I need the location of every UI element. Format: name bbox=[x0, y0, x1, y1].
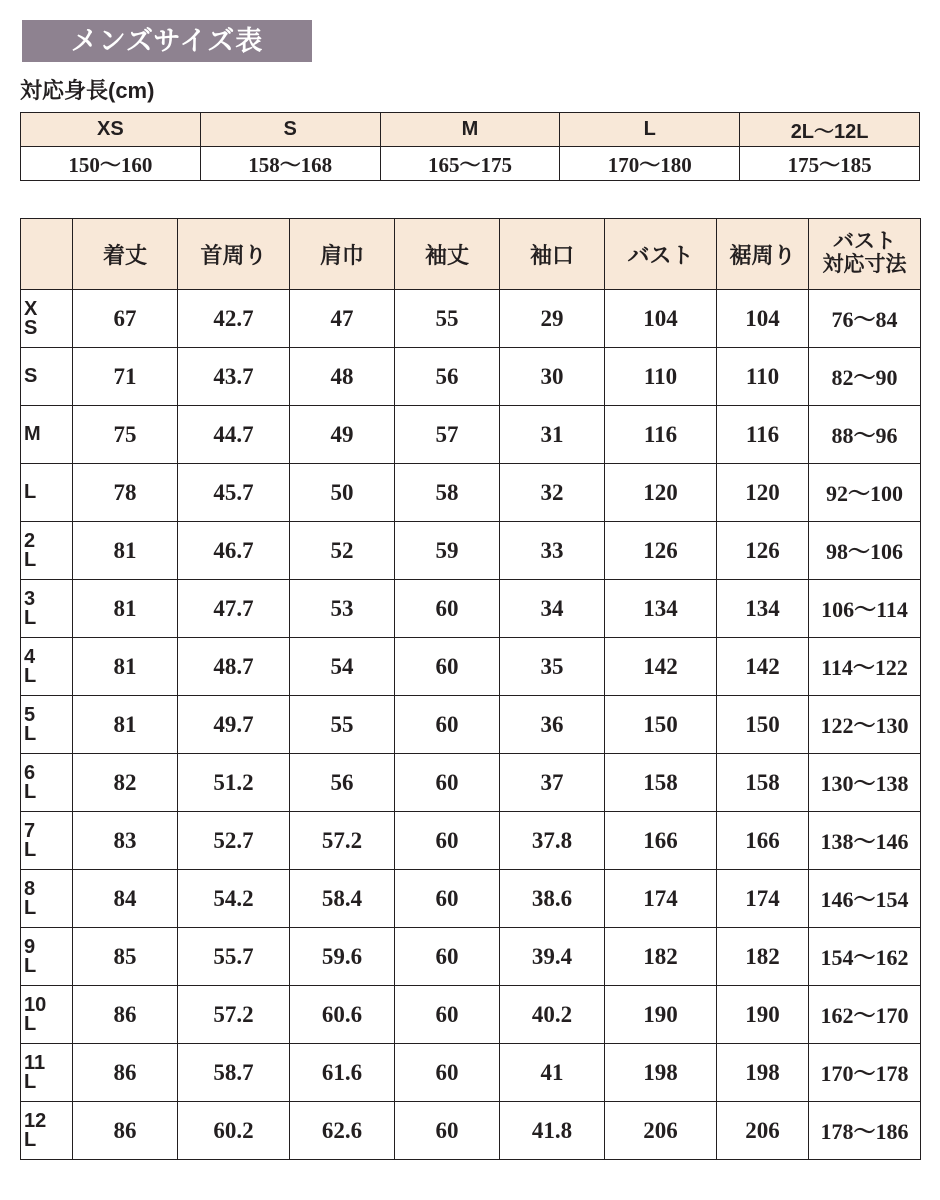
table-cell: 142 bbox=[717, 638, 809, 696]
table-cell: 29 bbox=[500, 290, 605, 348]
height-section-label: 対応身長(cm) bbox=[20, 78, 155, 103]
row-size-label bbox=[21, 348, 73, 406]
table-cell: 110 bbox=[605, 348, 717, 406]
table-cell: 174 bbox=[717, 870, 809, 928]
table-cell: 55 bbox=[290, 696, 395, 754]
table-cell: 60.6 bbox=[290, 986, 395, 1044]
measurement-header-kubimawari: 首周り bbox=[178, 219, 290, 290]
table-cell: 46.7 bbox=[178, 522, 290, 580]
table-cell: 206 bbox=[605, 1102, 717, 1160]
table-cell: 122〜130 bbox=[809, 696, 921, 754]
table-row bbox=[21, 754, 921, 812]
table-cell: 58 bbox=[395, 464, 500, 522]
table-cell: 47 bbox=[290, 290, 395, 348]
table-row bbox=[21, 406, 921, 464]
measurement-header-bust: バスト bbox=[605, 219, 717, 290]
measurement-header-bust-fit bbox=[809, 219, 921, 290]
row-size-label bbox=[21, 638, 73, 696]
row-size-label-line2: L bbox=[24, 664, 37, 687]
table-cell: 58.4 bbox=[290, 870, 395, 928]
table-cell: 36 bbox=[500, 696, 605, 754]
table-cell: 182 bbox=[717, 928, 809, 986]
table-row bbox=[21, 870, 921, 928]
table-row bbox=[21, 928, 921, 986]
table-cell: 134 bbox=[717, 580, 809, 638]
table-cell: 57.2 bbox=[290, 812, 395, 870]
table-row bbox=[21, 1044, 921, 1102]
row-size-label bbox=[21, 754, 73, 812]
table-cell: 114〜122 bbox=[809, 638, 921, 696]
table-cell: 56 bbox=[395, 348, 500, 406]
row-size-label bbox=[21, 464, 73, 522]
table-cell: 82 bbox=[73, 754, 178, 812]
table-cell: 150 bbox=[605, 696, 717, 754]
table-cell: 48 bbox=[290, 348, 395, 406]
row-size-label bbox=[21, 812, 73, 870]
table-cell: 206 bbox=[717, 1102, 809, 1160]
height-value-s: 158〜168 bbox=[200, 147, 380, 181]
table-cell: 60.2 bbox=[178, 1102, 290, 1160]
table-cell: 67 bbox=[73, 290, 178, 348]
page-title: メンズサイズ表 bbox=[70, 25, 264, 56]
table-cell: 84 bbox=[73, 870, 178, 928]
measurement-table bbox=[20, 218, 921, 1160]
row-size-label-line1: M bbox=[24, 423, 41, 445]
row-size-label-line1: 3 bbox=[24, 587, 36, 610]
height-value-m: 165〜175 bbox=[380, 147, 560, 181]
table-cell: 120 bbox=[605, 464, 717, 522]
row-size-label-line2: L bbox=[24, 1070, 37, 1093]
table-row bbox=[21, 638, 921, 696]
table-cell: 81 bbox=[73, 522, 178, 580]
measurement-header-bust-fit-line2: 対応寸法 bbox=[822, 253, 907, 276]
table-row bbox=[21, 696, 921, 754]
page-title-banner bbox=[22, 20, 312, 62]
table-row bbox=[21, 290, 921, 348]
table-cell: 40.2 bbox=[500, 986, 605, 1044]
table-cell: 60 bbox=[395, 812, 500, 870]
table-cell: 59 bbox=[395, 522, 500, 580]
table-cell: 52 bbox=[290, 522, 395, 580]
table-cell: 88〜96 bbox=[809, 406, 921, 464]
measurement-corner-cell bbox=[21, 219, 73, 290]
table-cell: 126 bbox=[717, 522, 809, 580]
table-cell: 60 bbox=[395, 1102, 500, 1160]
height-header-s: S bbox=[200, 113, 380, 147]
row-size-label-line1: 10 bbox=[24, 993, 47, 1016]
table-cell: 55 bbox=[395, 290, 500, 348]
table-cell: 162〜170 bbox=[809, 986, 921, 1044]
table-cell: 56 bbox=[290, 754, 395, 812]
table-cell: 57 bbox=[395, 406, 500, 464]
table-cell: 158 bbox=[605, 754, 717, 812]
row-size-label-line1: L bbox=[24, 481, 37, 503]
table-cell: 52.7 bbox=[178, 812, 290, 870]
table-cell: 126 bbox=[605, 522, 717, 580]
table-cell: 81 bbox=[73, 580, 178, 638]
measurement-header-katahaba: 肩巾 bbox=[290, 219, 395, 290]
table-cell: 58.7 bbox=[178, 1044, 290, 1102]
table-cell: 44.7 bbox=[178, 406, 290, 464]
row-size-label bbox=[21, 696, 73, 754]
height-value-2l-12l: 175〜185 bbox=[740, 147, 920, 181]
table-cell: 60 bbox=[395, 580, 500, 638]
height-table-header-row bbox=[21, 113, 920, 147]
table-row bbox=[21, 812, 921, 870]
table-cell: 142 bbox=[605, 638, 717, 696]
table-cell: 150 bbox=[717, 696, 809, 754]
row-size-label-line1: 6 bbox=[24, 761, 36, 784]
table-cell: 116 bbox=[605, 406, 717, 464]
measurement-header-row bbox=[21, 219, 921, 290]
measurement-header-kitake: 着丈 bbox=[73, 219, 178, 290]
table-cell: 138〜146 bbox=[809, 812, 921, 870]
row-size-label-line2: L bbox=[24, 1128, 37, 1151]
table-cell: 83 bbox=[73, 812, 178, 870]
table-cell: 198 bbox=[717, 1044, 809, 1102]
table-cell: 34 bbox=[500, 580, 605, 638]
row-size-label bbox=[21, 580, 73, 638]
table-cell: 54 bbox=[290, 638, 395, 696]
table-cell: 41 bbox=[500, 1044, 605, 1102]
table-cell: 86 bbox=[73, 1102, 178, 1160]
measurement-header-bust-fit-line1: バスト bbox=[833, 230, 896, 254]
row-size-label bbox=[21, 1102, 73, 1160]
height-value-xs: 150〜160 bbox=[21, 147, 201, 181]
table-cell: 57.2 bbox=[178, 986, 290, 1044]
table-cell: 71 bbox=[73, 348, 178, 406]
table-cell: 38.6 bbox=[500, 870, 605, 928]
table-cell: 39.4 bbox=[500, 928, 605, 986]
row-size-label bbox=[21, 928, 73, 986]
table-cell: 32 bbox=[500, 464, 605, 522]
height-table bbox=[20, 112, 920, 181]
row-size-label-line1: 9 bbox=[24, 935, 36, 958]
table-cell: 82〜90 bbox=[809, 348, 921, 406]
row-size-label bbox=[21, 290, 73, 348]
table-cell: 31 bbox=[500, 406, 605, 464]
table-cell: 92〜100 bbox=[809, 464, 921, 522]
row-size-label-line1: 8 bbox=[24, 877, 36, 900]
row-size-label-line1: S bbox=[24, 365, 38, 387]
table-cell: 116 bbox=[717, 406, 809, 464]
height-header-2l-12l: 2L〜12L bbox=[740, 113, 920, 147]
height-header-l: L bbox=[560, 113, 740, 147]
height-header-xs: XS bbox=[21, 113, 201, 147]
table-cell: 60 bbox=[395, 754, 500, 812]
table-cell: 45.7 bbox=[178, 464, 290, 522]
height-header-m: M bbox=[380, 113, 560, 147]
table-cell: 37.8 bbox=[500, 812, 605, 870]
table-cell: 120 bbox=[717, 464, 809, 522]
table-cell: 60 bbox=[395, 986, 500, 1044]
table-cell: 182 bbox=[605, 928, 717, 986]
height-value-l: 170〜180 bbox=[560, 147, 740, 181]
row-size-label-line1: 7 bbox=[24, 819, 36, 842]
table-cell: 190 bbox=[605, 986, 717, 1044]
row-size-label bbox=[21, 1044, 73, 1102]
measurement-header-susomawari: 裾周り bbox=[717, 219, 809, 290]
table-cell: 60 bbox=[395, 1044, 500, 1102]
row-size-label-line2: L bbox=[24, 722, 37, 745]
table-cell: 106〜114 bbox=[809, 580, 921, 638]
table-cell: 104 bbox=[717, 290, 809, 348]
table-cell: 62.6 bbox=[290, 1102, 395, 1160]
table-cell: 33 bbox=[500, 522, 605, 580]
table-cell: 55.7 bbox=[178, 928, 290, 986]
table-cell: 78 bbox=[73, 464, 178, 522]
table-cell: 85 bbox=[73, 928, 178, 986]
table-cell: 41.8 bbox=[500, 1102, 605, 1160]
table-cell: 86 bbox=[73, 986, 178, 1044]
table-cell: 75 bbox=[73, 406, 178, 464]
table-row bbox=[21, 464, 921, 522]
row-size-label-line1: 5 bbox=[24, 703, 36, 726]
table-row bbox=[21, 580, 921, 638]
table-cell: 49.7 bbox=[178, 696, 290, 754]
row-size-label-line1: X bbox=[24, 297, 38, 320]
table-cell: 42.7 bbox=[178, 290, 290, 348]
table-cell: 190 bbox=[717, 986, 809, 1044]
table-cell: 154〜162 bbox=[809, 928, 921, 986]
table-cell: 166 bbox=[605, 812, 717, 870]
table-cell: 51.2 bbox=[178, 754, 290, 812]
row-size-label-line2: L bbox=[24, 1012, 37, 1035]
table-cell: 86 bbox=[73, 1044, 178, 1102]
table-cell: 54.2 bbox=[178, 870, 290, 928]
measurement-body bbox=[21, 290, 921, 1160]
measurement-header-sodeguchi: 袖口 bbox=[500, 219, 605, 290]
table-cell: 49 bbox=[290, 406, 395, 464]
table-cell: 60 bbox=[395, 638, 500, 696]
table-cell: 60 bbox=[395, 928, 500, 986]
row-size-label-line1: 4 bbox=[24, 645, 36, 668]
table-cell: 110 bbox=[717, 348, 809, 406]
table-cell: 81 bbox=[73, 696, 178, 754]
table-cell: 53 bbox=[290, 580, 395, 638]
table-cell: 35 bbox=[500, 638, 605, 696]
table-cell: 60 bbox=[395, 696, 500, 754]
table-cell: 59.6 bbox=[290, 928, 395, 986]
row-size-label-line2: S bbox=[24, 316, 38, 339]
table-cell: 170〜178 bbox=[809, 1044, 921, 1102]
row-size-label-line2: L bbox=[24, 954, 37, 977]
row-size-label-line2: L bbox=[24, 838, 37, 861]
table-cell: 158 bbox=[717, 754, 809, 812]
row-size-label bbox=[21, 870, 73, 928]
table-cell: 47.7 bbox=[178, 580, 290, 638]
table-row bbox=[21, 1102, 921, 1160]
table-cell: 198 bbox=[605, 1044, 717, 1102]
table-cell: 178〜186 bbox=[809, 1102, 921, 1160]
table-cell: 146〜154 bbox=[809, 870, 921, 928]
table-cell: 76〜84 bbox=[809, 290, 921, 348]
row-size-label bbox=[21, 406, 73, 464]
table-cell: 61.6 bbox=[290, 1044, 395, 1102]
table-cell: 81 bbox=[73, 638, 178, 696]
table-cell: 43.7 bbox=[178, 348, 290, 406]
table-row bbox=[21, 986, 921, 1044]
row-size-label-line1: 11 bbox=[24, 1051, 46, 1074]
row-size-label-line2: L bbox=[24, 606, 37, 629]
table-cell: 50 bbox=[290, 464, 395, 522]
table-cell: 104 bbox=[605, 290, 717, 348]
table-cell: 174 bbox=[605, 870, 717, 928]
table-cell: 130〜138 bbox=[809, 754, 921, 812]
row-size-label-line1: 12 bbox=[24, 1109, 47, 1132]
table-row bbox=[21, 348, 921, 406]
table-row bbox=[21, 522, 921, 580]
table-cell: 30 bbox=[500, 348, 605, 406]
table-cell: 48.7 bbox=[178, 638, 290, 696]
table-cell: 37 bbox=[500, 754, 605, 812]
height-table-value-row bbox=[21, 147, 920, 181]
row-size-label bbox=[21, 986, 73, 1044]
row-size-label-line1: 2 bbox=[24, 529, 36, 552]
table-cell: 134 bbox=[605, 580, 717, 638]
row-size-label-line2: L bbox=[24, 896, 37, 919]
table-cell: 166 bbox=[717, 812, 809, 870]
table-cell: 98〜106 bbox=[809, 522, 921, 580]
row-size-label bbox=[21, 522, 73, 580]
measurement-header-sodetake: 袖丈 bbox=[395, 219, 500, 290]
row-size-label-line2: L bbox=[24, 780, 37, 803]
row-size-label-line2: L bbox=[24, 548, 37, 571]
table-cell: 60 bbox=[395, 870, 500, 928]
